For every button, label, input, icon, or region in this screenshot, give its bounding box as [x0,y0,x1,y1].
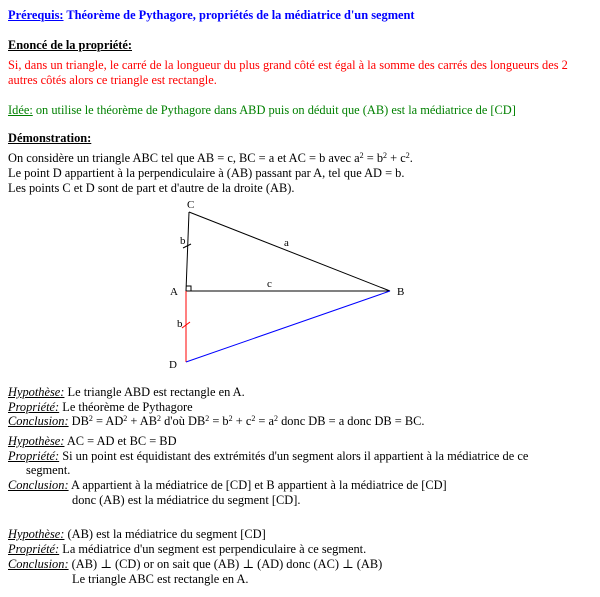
enonce-line-1: Si, dans un triangle, le carré de la longueur du plus grand côté est égal à la somme des carrés des longueurs des 2 [8,58,568,72]
right-angle-marker [186,286,191,291]
side-label-b-top: b [180,235,186,247]
conclusion-text: + c [232,414,252,428]
hypothesis-label: Hypothèse: [8,385,65,399]
enonce-heading: Enoncé de la propriété: [8,38,133,52]
block1-conclusion [8,414,425,429]
demo-text-a: On considère un triangle ABC tel que AB = c, BC = a et AC = b avec a [8,151,360,165]
hypothesis-text: Le triangle ABD est rectangle en A. [64,385,245,399]
side-label-a: a [284,237,289,249]
conclusion-text: + AB [127,414,158,428]
conclusion-text: = AD [92,414,124,428]
block2-property-continued: segment. [26,463,71,477]
block3-conclusion-continued: Le triangle ABC est rectangle en A. [72,572,249,586]
demonstration-line-2: Le point D appartient à la perpendiculaire à (AB) passant par A, tel que AD = b. [8,166,405,180]
point-label-b: B [397,286,405,298]
segment-cb [189,212,390,291]
exponent: 2 [123,414,128,423]
property-label: Propriété: [8,449,60,463]
exponent: 2 [359,151,364,160]
demo-text-d: . [409,151,413,165]
point-label-a: A [170,286,178,298]
block2-conclusion [8,478,447,493]
exponent: 2 [405,151,410,160]
demonstration-line-3: Les points C et D sont de part et d'autre de la droite (AB). [8,181,295,195]
property-label: Propriété: [8,400,60,414]
block1-property [8,400,193,415]
property-text: Le théorème de Pythagore [59,400,193,414]
point-label-c: C [187,199,195,211]
exponent: 2 [251,414,256,423]
hypothesis-text: (AB) est la médiatrice du segment [CD] [64,527,266,541]
block2-property [8,449,528,464]
demo-text-c: + c [387,151,406,165]
conclusion-text: A appartient à la médiatrice de [CD] et B appartient à la médiatrice de [CD] [68,478,447,492]
side-label-c: c [267,278,272,290]
title-prefix: Prérequis: [8,8,64,22]
block3-property [8,542,366,557]
title-text: Théorème de Pythagore, propriétés de la médiatrice d'un segment [63,8,415,22]
demo-text-b: = b [363,151,384,165]
point-label-d: D [169,359,177,371]
idee-label: Idée: [8,103,33,117]
enonce-line-2: autres côtés alors ce triangle est rectangle. [8,73,217,87]
conclusion-label: Conclusion: [8,414,69,428]
conclusion-label: Conclusion: [8,478,69,492]
block3-conclusion [8,557,382,572]
conclusion-text: donc DB = a donc DB = BC. [278,414,425,428]
exponent: 2 [157,414,162,423]
exponent: 2 [274,414,279,423]
exponent: 2 [228,414,233,423]
block2-hypothesis [8,434,177,449]
side-label-b-bottom: b [177,318,183,330]
conclusion-text: = b [209,414,229,428]
exponent: 2 [383,151,388,160]
segment-ca [186,212,189,291]
block1-hypothesis [8,385,245,400]
hypothesis-label: Hypothèse: [8,434,65,448]
conclusion-text: (AB) ⊥ (CD) or on sait que (AB) ⊥ (AD) donc (AC) ⊥ (AB) [68,557,383,571]
exponent: 2 [205,414,210,423]
hypothesis-text: AC = AD et BC = BD [64,434,177,448]
segment-db [186,291,390,362]
block3-hypothesis [8,527,266,542]
property-text: Si un point est équidistant des extrémités d'un segment alors il appartient à la médiatrice de ce [59,449,529,463]
property-label: Propriété: [8,542,60,556]
conclusion-text: DB [68,414,89,428]
idee-text: on utilise le théorème de Pythagore dans ABD puis on déduit que (AB) est la médiatrice de [CD] [32,103,516,117]
conclusion-text: = a [255,414,275,428]
block2-conclusion-continued: donc (AB) est la médiatrice du segment [CD]. [72,493,301,507]
property-text: La médiatrice d'un segment est perpendiculaire à ce segment. [59,542,367,556]
exponent: 2 [88,414,93,423]
demonstration-heading: Démonstration: [8,131,92,145]
conclusion-label: Conclusion: [8,557,69,571]
hypothesis-label: Hypothèse: [8,527,65,541]
conclusion-text: d'où DB [161,414,206,428]
